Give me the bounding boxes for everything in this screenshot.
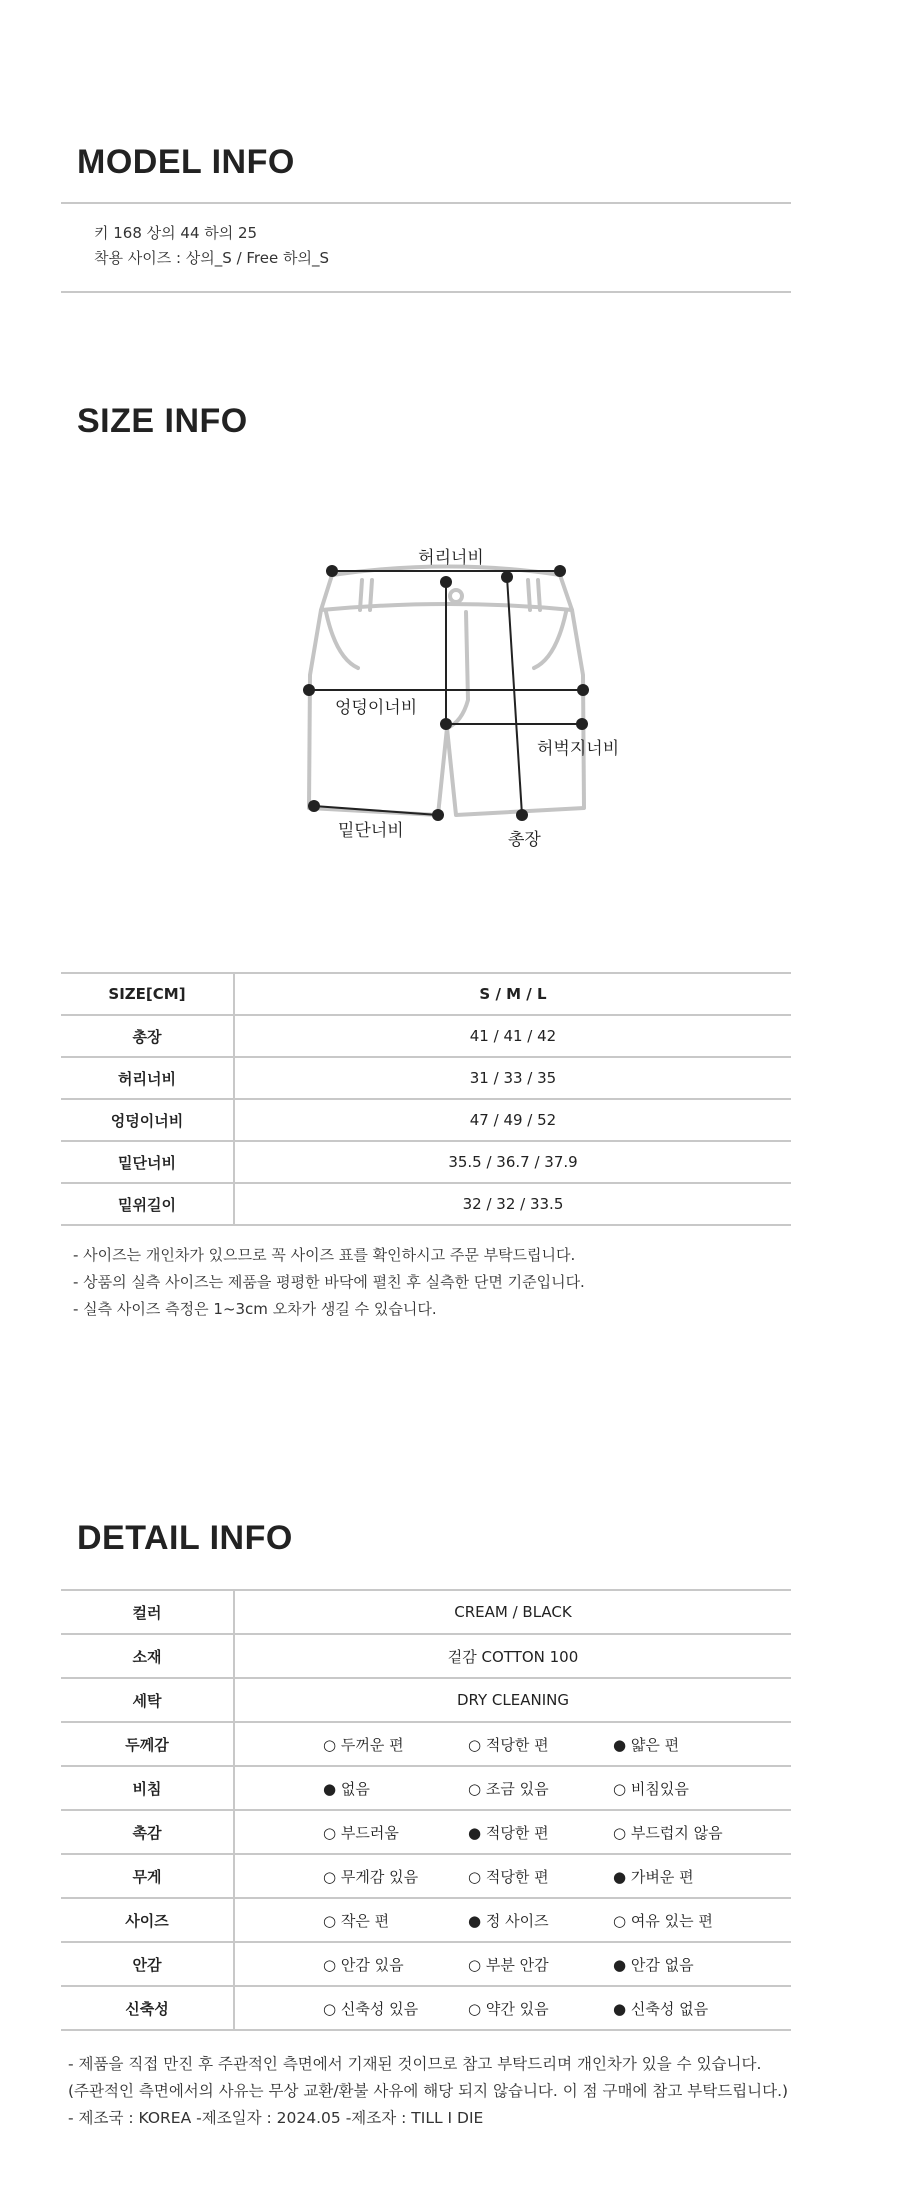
manufacturer-info: - 제조국 : KOREA -제조일자 : 2024.05 -제조자 : TILL I DIE — [68, 2109, 484, 2127]
attribute-row-stretch — [61, 1986, 791, 2030]
option: ● 정 사이즈 — [468, 1911, 549, 1930]
attribute-row-sheerness — [61, 1766, 791, 1810]
size-table — [61, 972, 791, 1226]
option: ● 안감 없음 — [613, 1955, 694, 1974]
row-label: 촉감 — [61, 1810, 234, 1854]
detail-table — [61, 1589, 791, 2031]
row-label: 무게 — [61, 1854, 234, 1898]
row-label: 사이즈 — [61, 1898, 234, 1942]
row-label: 엉덩이너비 — [61, 1099, 234, 1141]
option: ○ 무게감 있음 — [323, 1867, 419, 1886]
attribute-row-weight — [61, 1854, 791, 1898]
table-header-row — [61, 973, 791, 1015]
option: ○ 작은 편 — [323, 1911, 390, 1930]
row-value: 35.5 / 36.7 / 37.9 — [234, 1141, 791, 1183]
size-header-label: SIZE[CM] — [61, 973, 234, 1015]
option: ○ 약간 있음 — [468, 1999, 549, 2018]
divider — [61, 202, 791, 204]
option: ○ 여유 있는 편 — [613, 1911, 713, 1930]
detail-info-heading: DETAIL INFO — [77, 1519, 293, 1557]
option: ○ 비침있음 — [613, 1779, 689, 1798]
option: ○ 안감 있음 — [323, 1955, 404, 1974]
detail-note: - 제품을 직접 만진 후 주관적인 측면에서 기재된 것이므로 참고 부탁드리며 개인차가 있을 수 있습니다. — [68, 2055, 762, 2073]
option: ● 신축성 없음 — [613, 1999, 709, 2018]
row-value: 47 / 49 / 52 — [234, 1099, 791, 1141]
detail-note: (주관적인 측면에서의 사유는 무상 교환/환불 사유에 해당 되지 않습니다. 이 점 구매에 참고 부탁드립니다.) — [68, 2082, 789, 2100]
option: ● 없음 — [323, 1779, 370, 1798]
row-value: 41 / 41 / 42 — [234, 1015, 791, 1057]
row-label: 비침 — [61, 1766, 234, 1810]
row-label: 허리너비 — [61, 1057, 234, 1099]
option: ● 얇은 편 — [613, 1735, 680, 1754]
shorts-size-diagram — [295, 540, 645, 870]
row-label: 세탁 — [61, 1678, 234, 1722]
row-label: 두께감 — [61, 1722, 234, 1766]
row-label: 신축성 — [61, 1986, 234, 2030]
attribute-row-texture — [61, 1810, 791, 1854]
option: ○ 부드러움 — [323, 1823, 399, 1842]
table-row — [61, 1678, 791, 1722]
divider — [61, 291, 791, 293]
option: ○ 신축성 있음 — [323, 1999, 419, 2018]
attribute-row-lining — [61, 1942, 791, 1986]
option: ○ 두꺼운 편 — [323, 1735, 404, 1754]
row-value: 32 / 32 / 33.5 — [234, 1183, 791, 1225]
table-row — [61, 1183, 791, 1225]
row-label: 안감 — [61, 1942, 234, 1986]
size-note: - 실측 사이즈 측정은 1~3cm 오차가 생길 수 있습니다. — [73, 1300, 437, 1318]
row-label: 소재 — [61, 1634, 234, 1678]
option: ● 적당한 편 — [468, 1823, 549, 1842]
row-label: 총장 — [61, 1015, 234, 1057]
hip-label: 엉덩이너비 — [335, 698, 418, 718]
row-value: DRY CLEANING — [234, 1678, 791, 1722]
option: ○ 부분 안감 — [468, 1955, 549, 1974]
option: ○ 적당한 편 — [468, 1735, 549, 1754]
model-measurements: 키 168 상의 44 하의 25 — [94, 224, 258, 242]
table-row — [61, 1141, 791, 1183]
length-label: 총장 — [508, 830, 541, 850]
row-value: CREAM / BLACK — [234, 1590, 791, 1634]
row-value: 겉감 COTTON 100 — [234, 1634, 791, 1678]
table-row — [61, 1634, 791, 1678]
hem-label: 밑단너비 — [338, 821, 404, 841]
row-label: 컬러 — [61, 1590, 234, 1634]
thigh-label: 허벅지너비 — [537, 739, 620, 759]
table-row — [61, 1015, 791, 1057]
option: ● 가벼운 편 — [613, 1867, 694, 1886]
option: ○ 적당한 편 — [468, 1867, 549, 1886]
size-note: - 사이즈는 개인차가 있으므로 꼭 사이즈 표를 확인하시고 주문 부탁드립니다. — [73, 1246, 576, 1264]
option: ○ 부드럽지 않음 — [613, 1823, 723, 1842]
waist-label: 허리너비 — [418, 548, 484, 568]
attribute-row-thickness — [61, 1722, 791, 1766]
row-value: 31 / 33 / 35 — [234, 1057, 791, 1099]
attribute-row-fit — [61, 1898, 791, 1942]
size-header-value: S / M / L — [234, 973, 791, 1015]
model-wearing-size: 착용 사이즈 : 상의_S / Free 하의_S — [94, 249, 330, 267]
table-row — [61, 1057, 791, 1099]
size-note: - 상품의 실측 사이즈는 제품을 평평한 바닥에 펼친 후 실측한 단면 기준입니다. — [73, 1273, 585, 1291]
length-line — [507, 577, 522, 815]
table-row — [61, 1590, 791, 1634]
model-info-heading: MODEL INFO — [77, 143, 295, 181]
table-row — [61, 1099, 791, 1141]
row-label: 밑위길이 — [61, 1183, 234, 1225]
option: ○ 조금 있음 — [468, 1779, 549, 1798]
row-label: 밑단너비 — [61, 1141, 234, 1183]
size-info-heading: SIZE INFO — [77, 402, 248, 440]
